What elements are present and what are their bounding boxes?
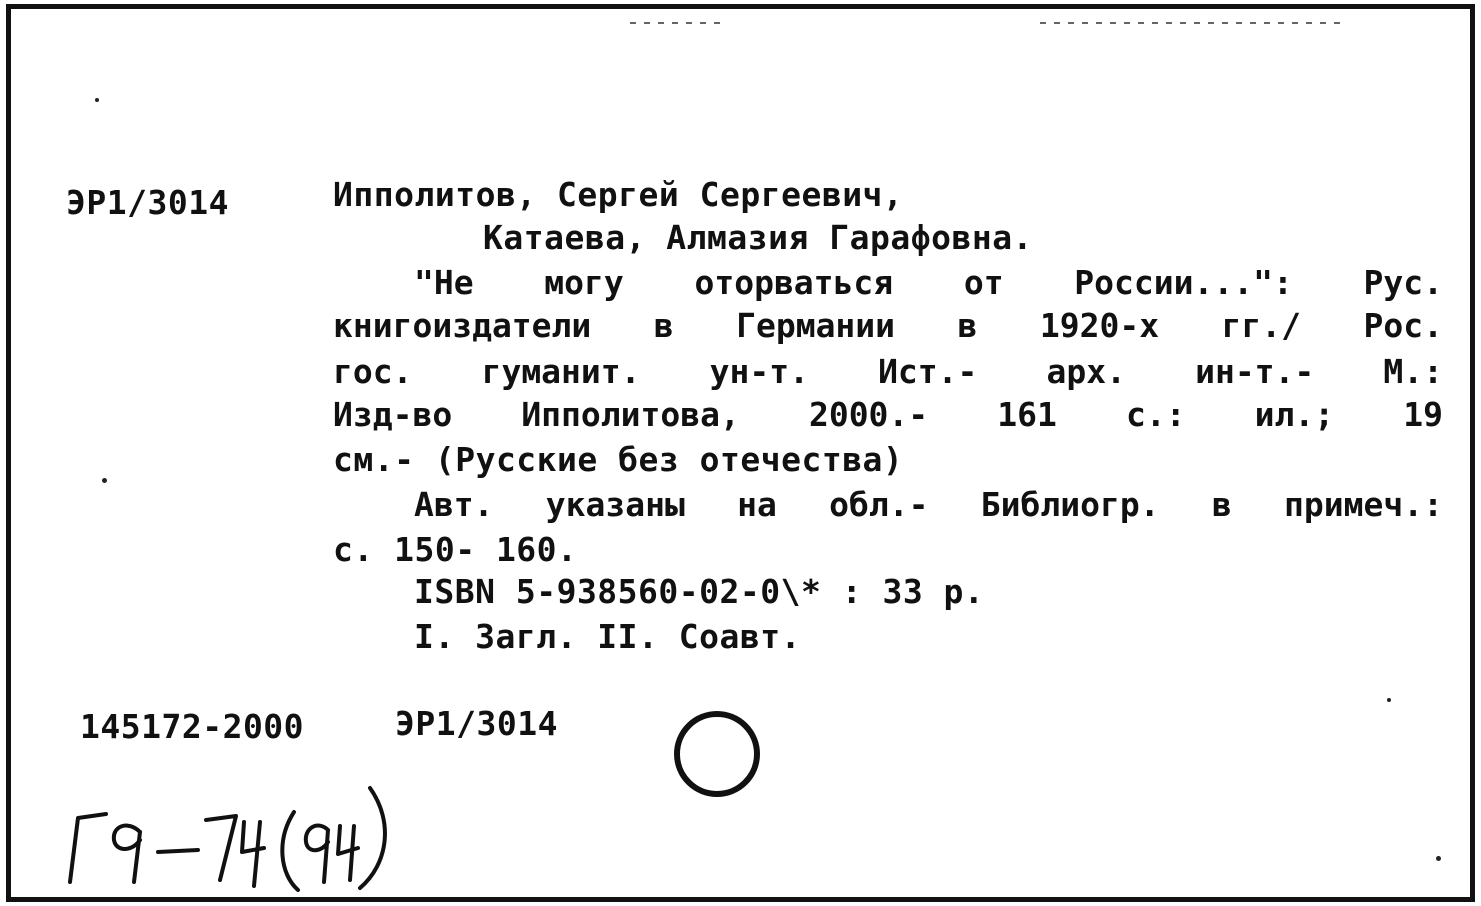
- word: ин-т.-: [1195, 352, 1315, 391]
- word: Ист.-: [878, 352, 978, 391]
- tracings-line: I. Загл. II. Соавт.: [414, 617, 801, 656]
- word: "Не: [414, 263, 474, 302]
- word: Авт.: [414, 485, 494, 524]
- punch-hole: [674, 711, 760, 797]
- description-line-4: [333, 393, 1443, 437]
- word: Рос.: [1363, 306, 1443, 345]
- word: на: [737, 485, 777, 524]
- word: 161: [997, 395, 1057, 434]
- word: М.:: [1383, 352, 1443, 391]
- word: гос.: [333, 352, 413, 391]
- accession-number: 145172-2000: [80, 707, 305, 746]
- handwritten-classification-code: [48, 782, 408, 892]
- word: с.:: [1125, 395, 1186, 434]
- scan-artifact-line: [630, 22, 720, 24]
- scan-speck: [1436, 856, 1441, 861]
- word: могу: [544, 263, 624, 302]
- word: от: [963, 263, 1004, 302]
- scan-speck: [1387, 698, 1391, 702]
- word: указаны: [545, 485, 685, 524]
- word: Рус.: [1363, 263, 1443, 302]
- word: 2000.-: [808, 395, 929, 434]
- word: ил.;: [1254, 395, 1335, 434]
- word: книгоиздатели: [333, 306, 592, 345]
- word: гг./: [1221, 306, 1302, 345]
- author-line-1: Ипполитов, Сергей Сергеевич,: [333, 175, 904, 214]
- isbn-line: ISBN 5-938560-02-0\* : 33 р.: [414, 572, 985, 611]
- word: примеч.:: [1284, 485, 1443, 524]
- description-line-2: [333, 304, 1443, 348]
- word: обл.-: [829, 485, 929, 524]
- word: Библиогр.: [980, 485, 1160, 524]
- word: Германии: [736, 306, 896, 345]
- description-line-5: см.- (Русские без отечества): [333, 440, 904, 479]
- notes-line-1: [414, 483, 1443, 527]
- word: в: [957, 306, 978, 345]
- description-line-1: [414, 261, 1443, 305]
- word: арх.: [1046, 352, 1126, 391]
- call-number-top: ЭР1/3014: [66, 183, 229, 222]
- word: в: [653, 306, 674, 345]
- scan-speck: [95, 98, 99, 102]
- scan-speck: [102, 478, 107, 483]
- notes-line-2: с. 150- 160.: [333, 530, 578, 569]
- word: гуманит.: [481, 352, 641, 391]
- word: 1920-х: [1039, 306, 1160, 345]
- word: ун-т.: [709, 352, 809, 391]
- word: России...":: [1074, 263, 1293, 302]
- author-line-2: Катаева, Алмазия Гарафовна.: [483, 218, 1033, 257]
- call-number-bottom: ЭР1/3014: [395, 704, 558, 743]
- word: в: [1211, 485, 1232, 524]
- scan-artifact-line: [1040, 22, 1340, 24]
- description-line-3: [333, 350, 1443, 394]
- word: 19: [1403, 395, 1443, 434]
- word: оторваться: [694, 263, 894, 302]
- word: Изд-во: [333, 395, 453, 434]
- word: Ипполитова,: [521, 395, 740, 434]
